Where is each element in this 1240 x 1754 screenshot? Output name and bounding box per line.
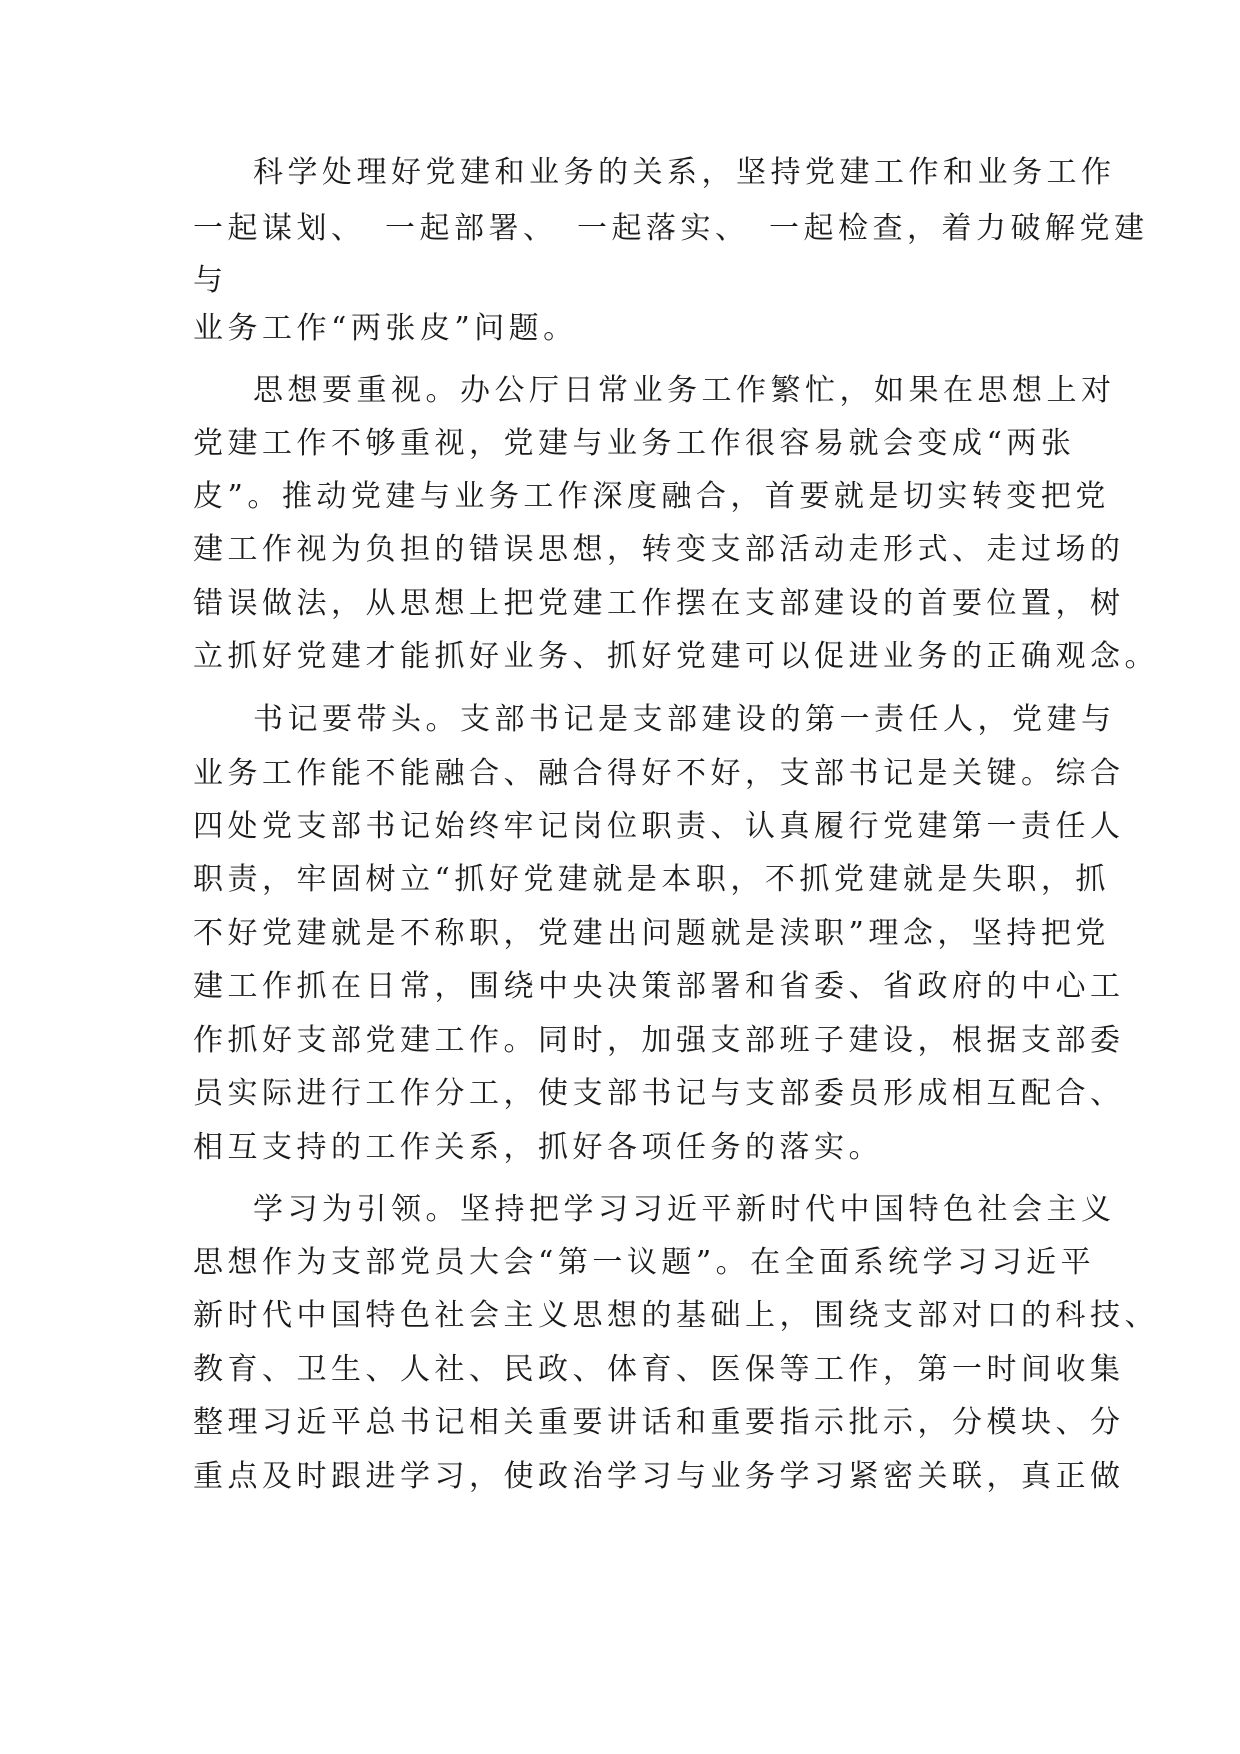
paragraph-3-line-6: 建工作抓在日常，围绕中央决策部署和省委、省政府的中心工 [193,969,1125,1004]
paragraph-3-line-1: 书记要带头。支部书记是支部建设的第一责任人，党建与 [253,702,1116,737]
paragraph-4-line-2: 思想作为支部党员大会“第一议题”。在全面系统学习习近平 [193,1245,1096,1280]
paragraph-4-line-4: 教育、卫生、人社、民政、体育、医保等工作，第一时间收集 [193,1352,1125,1387]
paragraph-1-line-2: 一起谋划、 一起部署、 一起落实、 一起检查，着力破解党建 [193,211,1149,246]
paragraph-3-line-9: 相互支持的工作关系，抓好各项任务的落实。 [193,1130,883,1165]
paragraph-2-line-2: 党建工作不够重视，党建与业务工作很容易就会变成“两张 [193,426,1076,461]
paragraph-3-line-3: 四处党支部书记始终牢记岗位职责、认真履行党建第一责任人 [193,809,1125,844]
paragraph-1-line-3: 与 [193,263,228,298]
paragraph-2-line-1: 思想要重视。办公厅日常业务工作繁忙，如果在思想上对 [253,373,1116,408]
paragraph-4-line-3: 新时代中国特色社会主义思想的基础上，围绕支部对口的科技、 [193,1298,1159,1333]
paragraph-4-line-6: 重点及时跟进学习，使政治学习与业务学习紧密关联，真正做 [193,1459,1125,1494]
paragraph-1-line-1: 科学处理好党建和业务的关系，坚持党建工作和业务工作 [253,155,1116,190]
paragraph-2-line-5: 错误做法，从思想上把党建工作摆在支部建设的首要位置，树 [193,586,1125,621]
paragraph-2-line-6: 立抓好党建才能抓好业务、抓好党建可以促进业务的正确观念。 [193,639,1159,674]
paragraph-3-line-2: 业务工作能不能融合、融合得好不好，支部书记是关键。综合 [193,756,1125,791]
paragraph-1-line-4: 业务工作“两张皮”问题。 [193,311,578,346]
paragraph-3-line-7: 作抓好支部党建工作。同时，加强支部班子建设，根据支部委 [193,1023,1125,1058]
paragraph-2-line-4: 建工作视为负担的错误思想，转变支部活动走形式、走过场的 [193,532,1125,567]
paragraph-3-line-8: 员实际进行工作分工，使支部书记与支部委员形成相互配合、 [193,1076,1125,1111]
paragraph-4-line-5: 整理习近平总书记相关重要讲话和重要指示批示，分模块、分 [193,1405,1125,1440]
paragraph-3-line-5: 不好党建就是不称职，党建出问题就是渎职”理念，坚持把党 [193,916,1110,951]
paragraph-3-line-4: 职责，牢固树立“抓好党建就是本职，不抓党建就是失职，抓 [193,862,1110,897]
paragraph-4-line-1: 学习为引领。坚持把学习习近平新时代中国特色社会主义 [253,1192,1116,1227]
paragraph-2-line-3: 皮”。推动党建与业务工作深度融合，首要就是切实转变把党 [193,479,1110,514]
